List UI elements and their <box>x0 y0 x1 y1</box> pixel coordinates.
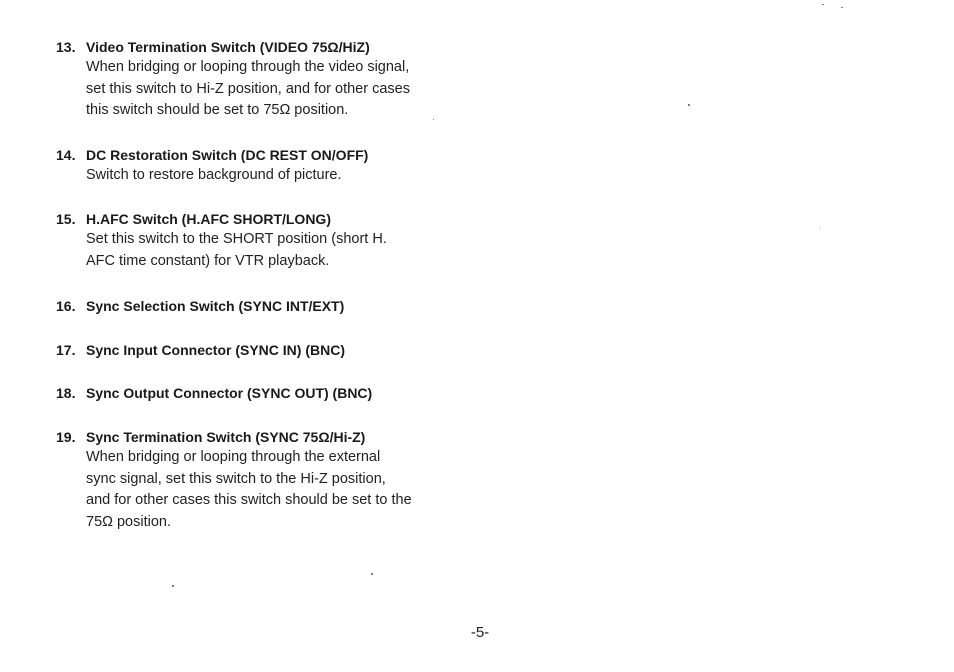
scan-speck <box>820 228 821 229</box>
description-line: sync signal, set this switch to the Hi-Z position, <box>86 470 386 487</box>
item-heading <box>56 296 476 316</box>
item-heading <box>56 37 476 57</box>
description-line: 75Ω position. <box>86 513 172 530</box>
item-number: 14. <box>56 147 76 163</box>
description-line: Switch to restore background of picture. <box>86 167 342 183</box>
description-line: AFC time constant) for VTR playback. <box>86 252 330 269</box>
item-number: 13. <box>56 39 76 55</box>
scan-speck <box>371 573 373 575</box>
item-number: 18. <box>56 385 76 401</box>
item-title: Sync Selection Switch (SYNC INT/EXT) <box>86 298 345 314</box>
scan-speck <box>688 104 690 106</box>
scan-speck <box>433 119 434 120</box>
item-heading <box>56 209 476 229</box>
list-item-19 <box>56 427 476 533</box>
list-item-14 <box>56 145 476 187</box>
description-line: this switch should be set to 75Ω position. <box>86 102 349 118</box>
page-number: -5- <box>470 624 490 641</box>
list-item-17 <box>56 340 476 360</box>
scan-speck <box>822 4 824 5</box>
item-heading <box>56 340 476 360</box>
item-title: DC Restoration Switch (DC REST ON/OFF) <box>86 147 369 163</box>
description-line: set this switch to Hi-Z position, and for other cases <box>86 80 410 97</box>
item-number: 19. <box>56 429 76 445</box>
item-title: Sync Output Connector (SYNC OUT) (BNC) <box>86 385 373 401</box>
item-heading <box>56 145 476 165</box>
scan-speck <box>172 585 174 587</box>
description-line: When bridging or looping through the video signal, <box>86 59 410 75</box>
list-item-16 <box>56 296 476 316</box>
description-line: Set this switch to the SHORT position (short H. <box>86 231 387 247</box>
item-title: H.AFC Switch (H.AFC SHORT/LONG) <box>86 211 331 227</box>
description-line: and for other cases this switch should be set to the <box>86 492 412 508</box>
list-item-13 <box>56 37 476 122</box>
item-title: Sync Termination Switch (SYNC 75Ω/Hi-Z) <box>86 429 366 445</box>
item-title: Sync Input Connector (SYNC IN) (BNC) <box>86 342 345 358</box>
list-item-18 <box>56 383 476 403</box>
item-number: 16. <box>56 298 76 314</box>
item-heading <box>56 383 476 403</box>
item-description <box>86 229 456 272</box>
item-number: 17. <box>56 342 76 358</box>
item-number: 15. <box>56 211 76 227</box>
description-line: When bridging or looping through the external <box>86 449 381 465</box>
scan-speck <box>841 7 843 8</box>
list-item-15 <box>56 209 476 272</box>
item-description <box>86 165 456 187</box>
item-heading <box>56 427 476 447</box>
item-description <box>86 57 456 122</box>
item-title: Video Termination Switch (VIDEO 75Ω/HiZ) <box>86 39 370 55</box>
item-description <box>86 447 456 533</box>
